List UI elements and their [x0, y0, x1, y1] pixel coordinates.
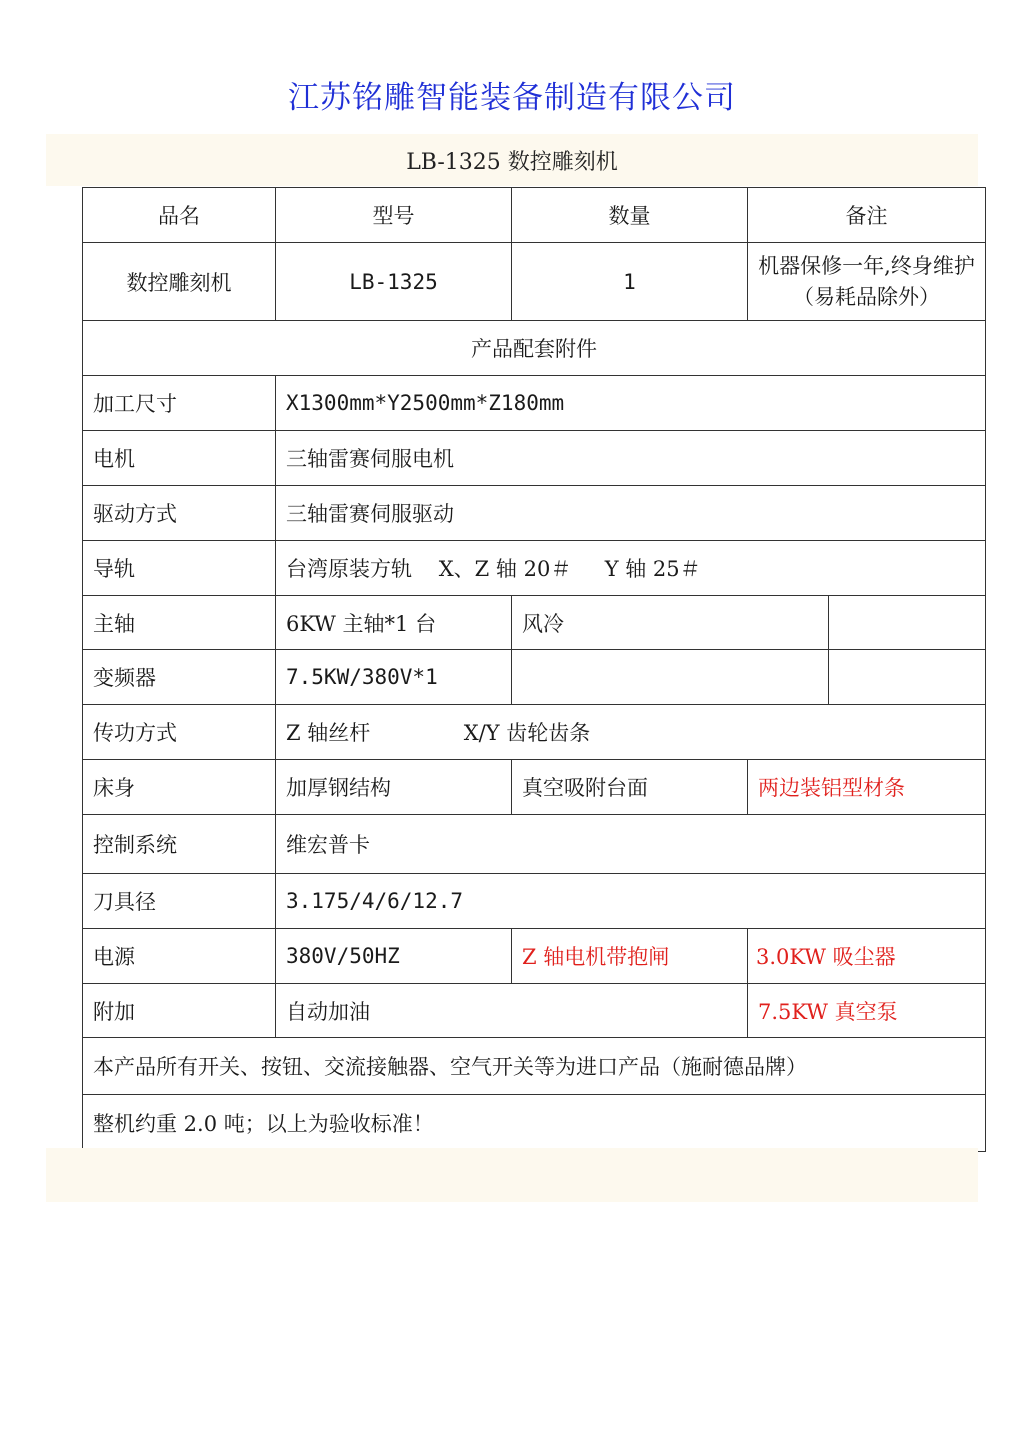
tool-value: 3.175/4/6/12.7 — [276, 874, 986, 929]
rail-value: 台湾原装方轨 X、Z 轴 20＃ Y 轴 25＃ — [276, 541, 986, 596]
footer-line1: 本产品所有开关、按钮、交流接触器、空气开关等为进口产品（施耐德品牌） — [83, 1038, 986, 1095]
inverter-label: 变频器 — [83, 650, 276, 705]
header-note: 备注 — [748, 188, 986, 243]
extra-value1: 自动加油 — [276, 984, 748, 1038]
product-name: 数控雕刻机 — [83, 243, 276, 321]
row-motor — [83, 431, 986, 486]
drive-label: 驱动方式 — [83, 486, 276, 541]
header-row — [83, 188, 986, 243]
power-label: 电源 — [83, 929, 276, 984]
product-qty: 1 — [512, 243, 748, 321]
header-qty: 数量 — [512, 188, 748, 243]
transmission-label: 传功方式 — [83, 705, 276, 760]
product-note-line1: 机器保修一年,终身维护 — [758, 253, 975, 278]
tool-label: 刀具径 — [83, 874, 276, 929]
inverter-empty1 — [512, 650, 829, 705]
document-title: LB-1325 数控雕刻机 — [406, 150, 618, 175]
drive-value: 三轴雷赛伺服驱动 — [276, 486, 986, 541]
footer-row-1 — [83, 1038, 986, 1095]
size-value: X1300mm*Y2500mm*Z180mm — [276, 376, 986, 431]
footer-row-2 — [83, 1095, 986, 1152]
row-size — [83, 376, 986, 431]
power-value2: Z 轴电机带抱闸 — [512, 929, 748, 984]
product-row — [83, 243, 986, 321]
spindle-label: 主轴 — [83, 596, 276, 650]
extra-label: 附加 — [83, 984, 276, 1038]
company-title: 江苏铭雕智能装备制造有限公司 — [288, 80, 736, 116]
motor-value: 三轴雷赛伺服电机 — [276, 431, 986, 486]
extra-value2: 7.5KW 真空泵 — [748, 984, 986, 1038]
row-tool — [83, 874, 986, 929]
control-value: 维宏普卡 — [276, 815, 986, 874]
spec-table — [82, 187, 986, 1152]
product-model: LB-1325 — [276, 243, 512, 321]
row-spindle — [83, 596, 986, 650]
product-note-line2: （易耗品除外） — [793, 284, 940, 309]
bed-value2: 真空吸附台面 — [512, 760, 748, 815]
row-extra — [83, 984, 986, 1038]
footer-line2: 整机约重 2.0 吨；以上为验收标准！ — [83, 1095, 986, 1152]
product-note — [748, 243, 986, 321]
row-inverter — [83, 650, 986, 705]
power-value1: 380V/50HZ — [276, 929, 512, 984]
bed-label: 床身 — [83, 760, 276, 815]
motor-label: 电机 — [83, 431, 276, 486]
bed-value1: 加厚钢结构 — [276, 760, 512, 815]
row-rail — [83, 541, 986, 596]
row-control — [83, 815, 986, 874]
size-label: 加工尺寸 — [83, 376, 276, 431]
header-model: 型号 — [276, 188, 512, 243]
row-transmission — [83, 705, 986, 760]
spindle-value1: 6KW 主轴*1 台 — [276, 596, 512, 650]
inverter-empty2 — [829, 650, 986, 705]
inverter-value1: 7.5KW/380V*1 — [276, 650, 512, 705]
header-name: 品名 — [83, 188, 276, 243]
section-title: 产品配套附件 — [83, 321, 986, 376]
spindle-value2: 风冷 — [512, 596, 829, 650]
rail-label: 导轨 — [83, 541, 276, 596]
row-drive — [83, 486, 986, 541]
bed-value3: 两边装铝型材条 — [748, 760, 986, 815]
power-value3: 3.0KW 吸尘器 — [748, 929, 986, 984]
control-label: 控制系统 — [83, 815, 276, 874]
spindle-empty — [829, 596, 986, 650]
bottom-band — [46, 1148, 978, 1202]
row-bed — [83, 760, 986, 815]
transmission-value: Z 轴丝杆 X/Y 齿轮齿条 — [276, 705, 986, 760]
section-row — [83, 321, 986, 376]
row-power — [83, 929, 986, 984]
